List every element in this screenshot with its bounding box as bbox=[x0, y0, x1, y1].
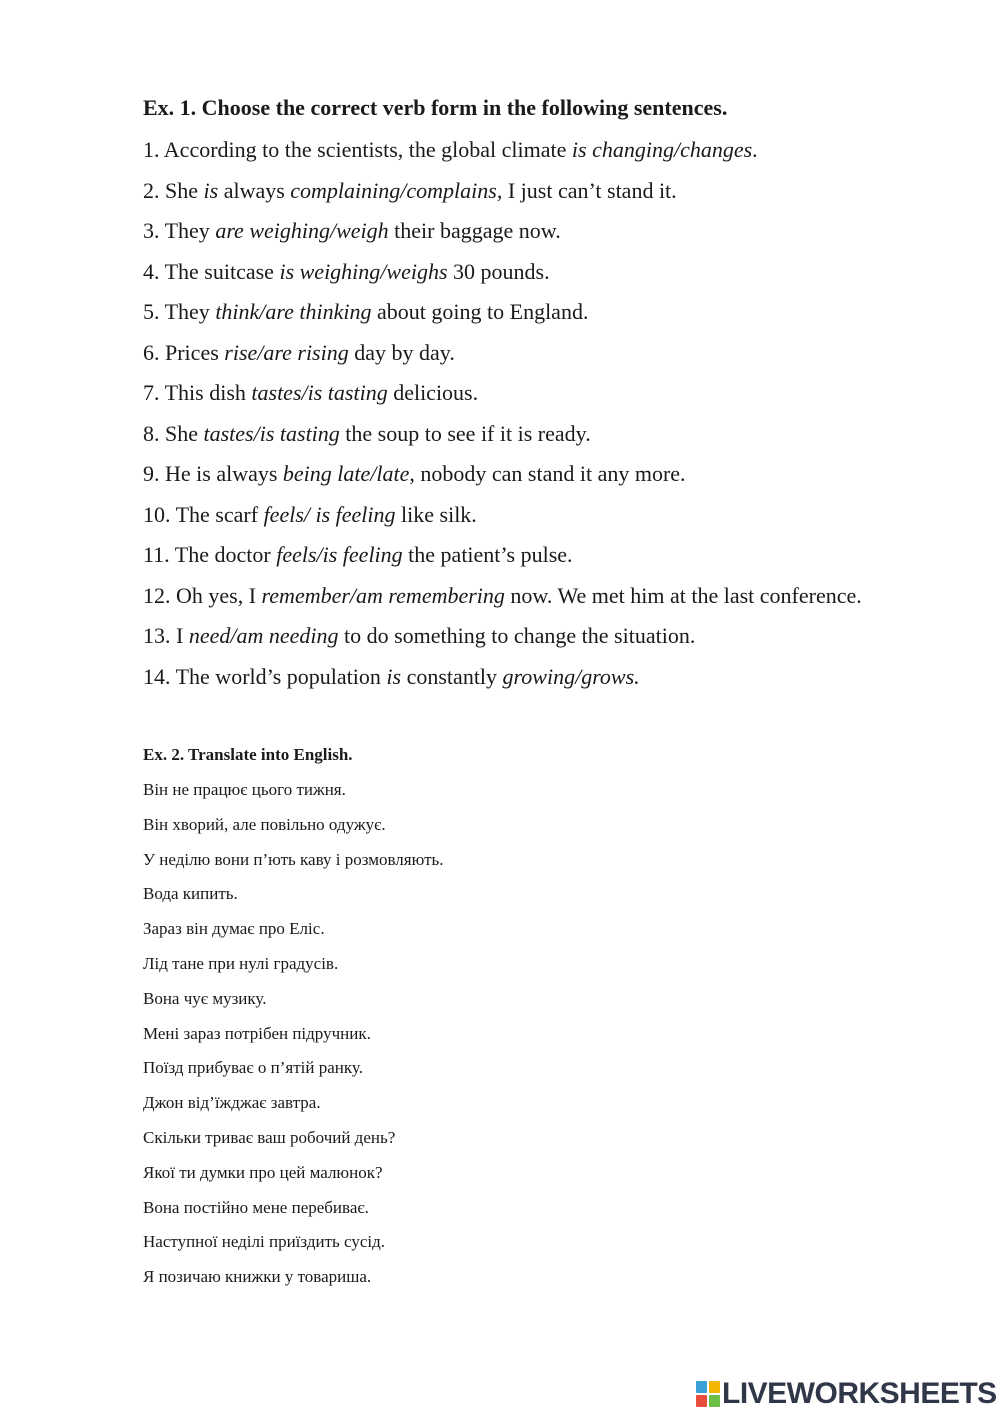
exercise-2-sentence: Лід тане при нулі градусів. bbox=[143, 953, 339, 973]
sentence-text: 8. She bbox=[143, 420, 204, 446]
exercise-2-sentence: Джон від’їжджає завтра. bbox=[143, 1093, 321, 1113]
exercise-2-sentence: Скільки триває ваш робочий день? bbox=[143, 1127, 396, 1147]
exercise-1-sentence bbox=[143, 661, 862, 702]
sentence-text: 4. The suitcase bbox=[143, 258, 280, 284]
verb-choice: complaining/complains bbox=[290, 177, 497, 203]
liveworksheets-logo-icon bbox=[696, 1379, 720, 1409]
sentence-text: now. We met him at the last conference. bbox=[504, 582, 862, 608]
exercise-1-sentence bbox=[143, 377, 862, 418]
exercise-2-sentence: Вона постійно мене перебиває. bbox=[143, 1197, 369, 1217]
sentence-text: 6. Prices bbox=[143, 339, 225, 365]
sentence-text: their baggage now. bbox=[388, 218, 561, 243]
verb-choice: feels/ is feeling bbox=[263, 501, 396, 527]
sentence-text: constantly bbox=[401, 663, 503, 689]
sentence-text: always bbox=[218, 177, 291, 203]
sentence-text: 13. I bbox=[143, 623, 189, 648]
exercise-1-sentence bbox=[143, 458, 862, 499]
verb-choice: is changing/changes bbox=[571, 137, 753, 162]
sentence-text: 3. They bbox=[143, 218, 216, 243]
sentence-text: , I just can’t stand it. bbox=[496, 177, 677, 203]
sentence-text: like silk. bbox=[395, 501, 477, 527]
sentence-text: 12. Oh yes, I bbox=[143, 582, 262, 608]
exercise-1-sentence bbox=[143, 256, 862, 297]
exercise-1-sentence bbox=[143, 175, 862, 216]
exercise-1-list bbox=[143, 134, 862, 701]
verb-choice: remember/am remembering bbox=[261, 582, 505, 608]
exercise-2-sentence: Вона чує музику. bbox=[143, 988, 267, 1008]
exercise-1-sentence bbox=[143, 580, 862, 621]
verb-choice: need/am needing bbox=[188, 623, 339, 648]
exercise-1-sentence bbox=[143, 134, 862, 175]
exercise-1-sentence bbox=[143, 215, 862, 256]
exercise-2-list bbox=[143, 777, 444, 1299]
exercise-1-sentence bbox=[143, 337, 862, 378]
sentence-text: . bbox=[752, 137, 758, 162]
sentence-text: 30 pounds. bbox=[447, 258, 550, 284]
verb-choice: tastes/is tasting bbox=[251, 380, 388, 405]
verb-choice: being late/late bbox=[282, 461, 410, 486]
exercise-1-sentence bbox=[143, 499, 862, 540]
exercise-2-sentence: У неділю вони п’ють каву і розмовляють. bbox=[143, 849, 444, 869]
sentence-text: to do something to change the situation. bbox=[338, 623, 696, 648]
exercise-2-sentence: Він хворий, але повільно одужує. bbox=[143, 814, 386, 834]
sentence-text: 14. The world’s population bbox=[143, 663, 387, 689]
sentence-text: 7. This dish bbox=[143, 380, 252, 405]
verb-choice: tastes/is tasting bbox=[203, 420, 340, 446]
exercise-2-sentence: Мені зараз потрібен підручник. bbox=[143, 1023, 371, 1043]
sentence-text: 11. The doctor bbox=[143, 542, 277, 567]
exercise-2-sentence: Якої ти думки про цей малюнок? bbox=[143, 1162, 383, 1182]
sentence-text: 2. She bbox=[143, 177, 204, 203]
liveworksheets-brand[interactable] bbox=[696, 1377, 997, 1411]
verb-choice: growing/grows. bbox=[502, 663, 640, 689]
exercise-2-sentence: Зараз він думає про Еліс. bbox=[143, 919, 325, 939]
exercise-2-sentence: Він не працює цього тижня. bbox=[143, 780, 346, 799]
verb-choice: is bbox=[386, 663, 402, 689]
exercise-1-sentence bbox=[143, 539, 862, 580]
verb-choice: think/are thinking bbox=[215, 299, 372, 324]
exercise-1-sentence bbox=[143, 620, 862, 661]
sentence-text: 10. The scarf bbox=[143, 501, 264, 527]
verb-choice: is bbox=[203, 177, 219, 203]
sentence-text: , nobody can stand it any more. bbox=[409, 461, 686, 486]
verb-choice: feels/is feeling bbox=[276, 542, 403, 567]
sentence-text: 9. He is always bbox=[143, 461, 283, 486]
sentence-text: delicious. bbox=[387, 380, 479, 405]
verb-choice: rise/are rising bbox=[224, 339, 349, 365]
sentence-text: about going to England. bbox=[371, 299, 589, 324]
exercise-2-title: Ex. 2. Translate into English. bbox=[143, 745, 353, 764]
exercise-1-sentence bbox=[143, 418, 862, 459]
exercise-2-sentence: Наступної неділі приїздить сусід. bbox=[143, 1232, 385, 1252]
sentence-text: day by day. bbox=[348, 339, 455, 365]
sentence-text: the patient’s pulse. bbox=[402, 542, 573, 567]
exercise-2-sentence: Поїзд прибуває о п’ятій ранку. bbox=[143, 1058, 363, 1078]
exercise-2-sentence: Я позичаю книжки у товариша. bbox=[143, 1267, 372, 1287]
exercise-2-sentence: Вода кипить. bbox=[143, 884, 238, 904]
sentence-text: 1. According to the scientists, the global climate bbox=[143, 137, 572, 162]
exercise-1-sentence bbox=[143, 296, 862, 337]
brand-name: LIVEWORKSHEETS bbox=[722, 1377, 997, 1410]
sentence-text: the soup to see if it is ready. bbox=[339, 420, 591, 446]
verb-choice: are weighing/weigh bbox=[215, 218, 389, 243]
exercise-1-title: Ex. 1. Choose the correct verb form in the following sentences. bbox=[143, 95, 728, 120]
sentence-text: 5. They bbox=[143, 299, 216, 324]
verb-choice: is weighing/weighs bbox=[279, 258, 448, 284]
